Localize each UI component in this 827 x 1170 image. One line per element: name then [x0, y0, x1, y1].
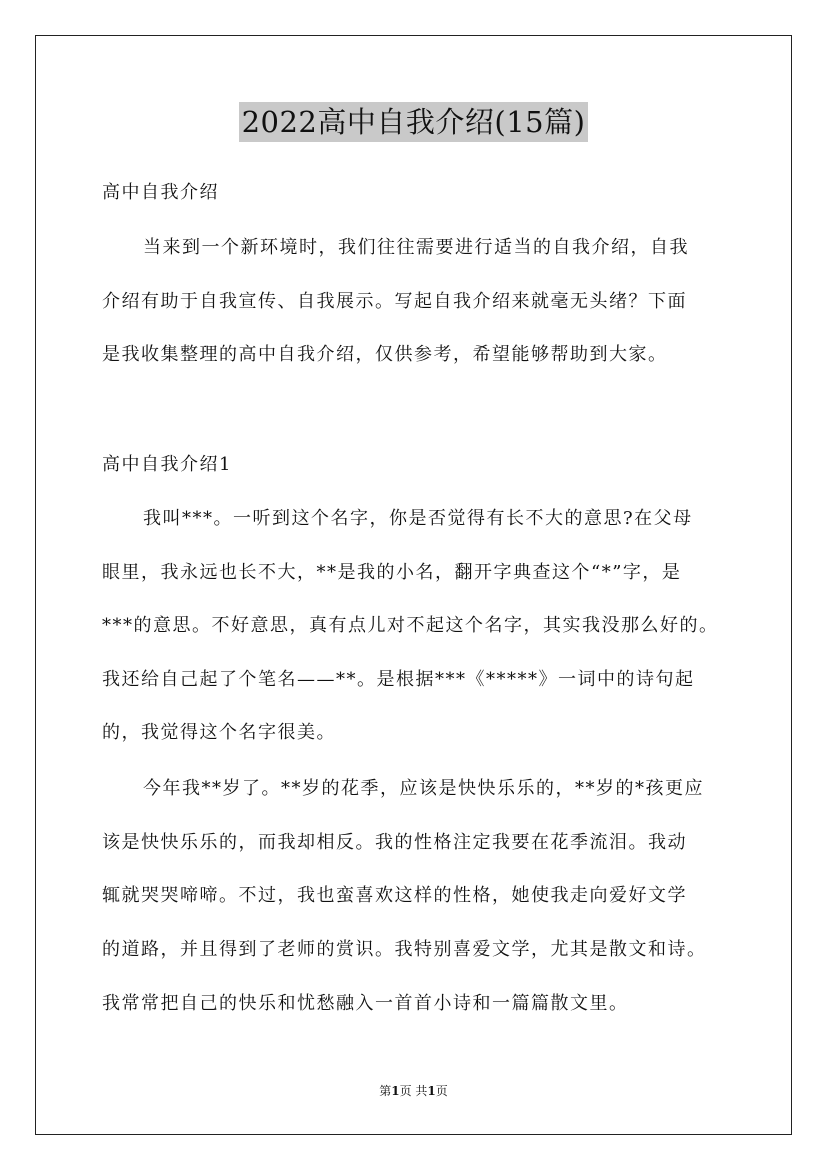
footer-total-pages: 1: [427, 1084, 436, 1098]
section1-para2-line-5: 我常常把自己的快乐和忧愁融入一首首小诗和一篇篇散文里。: [102, 993, 629, 1014]
section1-para1-line-3: ***的意思。不好意思，真有点儿对不起这个名字，其实我没那么好的。: [102, 615, 719, 636]
intro-line-3: 是我收集整理的高中自我介绍，仅供参考，希望能够帮助到大家。: [102, 344, 668, 365]
footer-suffix: 页: [435, 1084, 448, 1098]
section1-para2-line-1: 今年我**岁了。**岁的花季，应该是快快乐乐的，**岁的*孩更应: [143, 778, 704, 799]
footer-page-number: 1: [391, 1084, 400, 1098]
section1-para2-line-3: 辄就哭哭啼啼。不过，我也蛮喜欢这样的性格，她使我走向爱好文学: [102, 885, 687, 906]
footer-mid: 页 共: [399, 1084, 428, 1098]
section1-para1-line-4: 我还给自己起了个笔名——**。是根据***《*****》一词中的诗句起: [102, 669, 695, 690]
section1-para1-line-5: 的，我觉得这个名字很美。: [102, 722, 336, 743]
title-container: [0, 102, 827, 142]
intro-line-2: 介绍有助于自我宣传、自我展示。写起自我介绍来就毫无头绪？下面: [102, 291, 687, 312]
section1-heading: 高中自我介绍1: [102, 454, 232, 475]
intro-heading: 高中自我介绍: [102, 182, 219, 203]
section1-para1-line-1: 我叫***。一听到这个名字，你是否觉得有长不大的意思?在父母: [143, 508, 693, 529]
intro-line-1: 当来到一个新环境时，我们往往需要进行适当的自我介绍，自我: [143, 237, 689, 258]
document-title: 2022高中自我介绍(15篇): [239, 102, 589, 142]
page-footer: [0, 1083, 827, 1099]
footer-prefix: 第: [379, 1084, 392, 1098]
section1-para2-line-4: 的道路，并且得到了老师的赏识。我特别喜爱文学，尤其是散文和诗。: [102, 939, 707, 960]
section1-para1-line-2: 眼里，我永远也长不大，**是我的小名，翻开字典查这个“*”字，是: [102, 562, 682, 583]
section1-para2-line-2: 该是快快乐乐的，而我却相反。我的性格注定我要在花季流泪。我动: [102, 832, 687, 853]
